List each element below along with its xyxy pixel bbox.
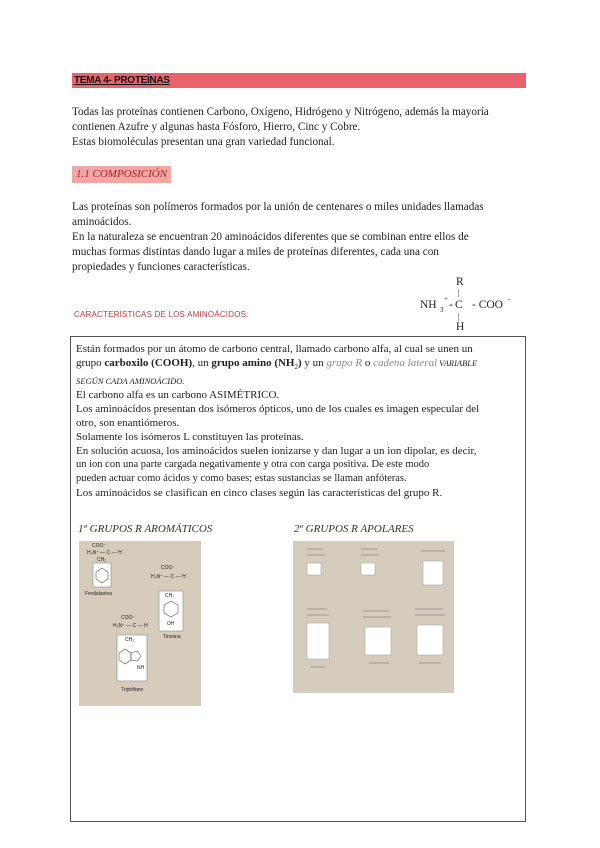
box-fragment: grupo [76, 357, 105, 369]
group-heading-apolar: 2º GRUPOS R APOLARES [294, 523, 414, 535]
box-line [76, 356, 522, 374]
box-bold: carboxilo (COOH) [104, 357, 193, 369]
formula-subscript: 3 [440, 306, 444, 314]
intro-line: contienen Azufre y algunas hasta Fósforo, Hierro, Cinc y Cobre. [72, 121, 361, 133]
photo-label: Tirosina [163, 634, 181, 640]
box-line: Los aminoácidos presentan dos isómeros ópticos, uno de los cuales es imagen especular del [76, 403, 480, 416]
box-line: un ion con una parte cargada negativamente y otra con carga positiva. De este modo [76, 459, 430, 471]
photo-label: CH₂ [165, 593, 175, 599]
box-line: SEGÚN CADA AMINOÁCIDO. [76, 376, 185, 387]
intro-line: Todas las proteínas contienen Carbono, Oxígeno, Hidrógeno y Nitrógeno, además la mayoría [72, 106, 489, 118]
photo-label: COO⁻ [92, 543, 107, 549]
box-line: Los aminoácidos se clasifican en cinco clases según las características del grupo R. [76, 487, 443, 500]
formula-coo: - COO [472, 299, 503, 311]
box-fragment: y un [301, 357, 327, 369]
composition-line: En la naturaleza se encuentran 20 aminoácidos diferentes que se combinan entre ellos de [72, 231, 469, 243]
photo-label: CH₂ [125, 637, 135, 643]
photo-label: H₃N⁺ — C — H [113, 623, 148, 629]
formula-r: R [456, 276, 464, 288]
box-subscript: 2 [294, 363, 298, 372]
box-line: El carbono alfa es un carbono ASIMÉTRICO. [76, 389, 280, 402]
box-bold: ) [297, 357, 302, 369]
composition-line: aminoácidos. [72, 216, 132, 228]
box-caps: VARIABLE [437, 358, 478, 368]
composition-line: muchas formas distintas dando lugar a miles de proteínas diferentes, cada una con [72, 246, 439, 258]
box-line: Solamente los isómeros L constituyen las proteínas. [76, 431, 304, 444]
photo-label: COO⁻ [121, 615, 136, 621]
formula-nh: NH [420, 299, 437, 311]
box-italic: cadena lateral [373, 357, 438, 369]
box-line: En solución acuosa, los aminoácidos suelen ionizarse y dan lugar a un ion dipolar, es decir, [76, 445, 477, 458]
photo-label: Fenilalanina [85, 591, 112, 597]
box-italic: grupo R [326, 357, 363, 369]
formula-minus: - [508, 295, 511, 303]
apolar-structures-drawing [293, 541, 454, 693]
photo-label: OH [167, 621, 175, 627]
formula-bond-top: | [458, 288, 460, 297]
box-fragment: , un [192, 357, 212, 369]
formula-plus: + [444, 295, 448, 303]
photo-label: H₃N⁺ — C — H [87, 550, 122, 556]
amino-acid-formula [420, 276, 530, 336]
composition-paragraph [72, 200, 532, 275]
formula-h: H [456, 321, 465, 333]
box-line: pueden actuar como ácidos y como bases; estas sustancias se llaman anfóteras. [76, 473, 407, 485]
composition-line: Las proteínas son polímeros formados por la unión de centenares o miles unidades llamadas [72, 201, 484, 213]
photo-label: COO⁻ [161, 565, 176, 571]
box-line: Están formados por un átomo de carbono central, llamado carbono alfa, al cual se unen un [76, 343, 473, 355]
box-fragment: o [362, 357, 374, 369]
intro-paragraph [72, 105, 532, 150]
photo-label: H₃N⁺ — C — H [151, 574, 186, 580]
characteristics-heading: CARACTERÍSTICAS DE LOS AMINOÁCIDOS: [74, 310, 249, 319]
box-line: otro, son enantiómeros. [76, 417, 180, 430]
intro-line: Estas biomoléculas presentan una gran variedad funcional. [72, 136, 335, 148]
box-bold: grupo amino (NH [211, 357, 295, 369]
formula-bond-bottom: | [458, 312, 460, 321]
group-heading-aromatic: 1º GRUPOS R AROMÁTICOS [78, 523, 213, 535]
apolar-structures-photo [293, 541, 454, 693]
characteristics-text [76, 342, 522, 500]
formula-dash: - [449, 299, 453, 311]
photo-label: Triptófano [121, 687, 144, 693]
photo-label: NH [137, 665, 145, 671]
page-title: TEMA 4- PROTEÍNAS [74, 75, 170, 86]
photo-label: CH₂ [97, 557, 107, 563]
section-heading: 1.1 COMPOSICIÓN [72, 166, 171, 183]
formula-carbon: C [455, 299, 463, 311]
composition-line: propiedades y funciones características. [72, 261, 250, 273]
aromatic-structures-photo [79, 541, 201, 706]
